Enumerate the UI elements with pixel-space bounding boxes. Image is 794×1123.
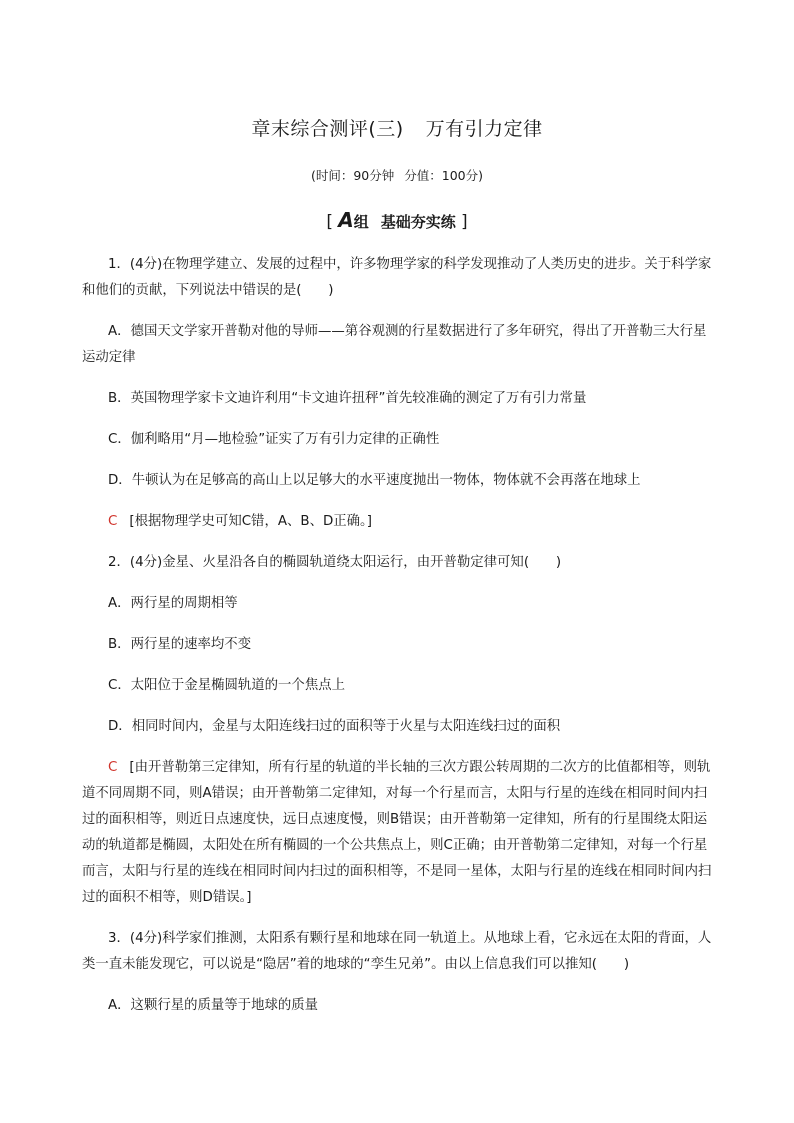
question-option: C．伽利略用“月—地检验”证实了万有引力定律的正确性: [108, 432, 440, 447]
question-option: A．德国天文学家开普勒对他的导师——第谷观测的行星数据进行了多年研究，得出了开普勒三大行星运动定律: [82, 324, 707, 365]
question-stem: 2．(4分)金星、火星沿各自的椭圆轨道绕太阳运行，由开普勒定律可知( ): [108, 555, 562, 570]
section-letter: A: [338, 208, 354, 232]
section-bracket-close: ]: [460, 212, 468, 232]
question-option: D．牛顿认为在足够高的高山上以足够大的水平速度抛出一物体，物体就不会再落在地球上: [108, 473, 641, 488]
answer-key: C: [108, 514, 118, 529]
section-heading: [0, 208, 794, 232]
question-stem: 3．(4分)科学家们推测，太阳系有颗行星和地球在同一轨道上。从地球上看，它永远在太阳的背面，人类一直未能发现它，可以说是“隐居”着的地球的“孪生兄弟”。由以上信息我们可以推知( ): [82, 931, 712, 972]
answer-text: [根据物理学史可知C错，A、B、D正确。]: [129, 514, 372, 529]
exam-score: 分值：100分): [404, 168, 484, 183]
title-sub: 万有引力定律: [425, 118, 543, 140]
question-stem: 1．(4分)在物理学建立、发展的过程中，许多物理学家的科学发现推动了人类历史的进步。关于科学家和他们的贡献，下列说法中错误的是( ): [82, 257, 712, 298]
question-option: B．两行星的速率均不变: [108, 637, 252, 652]
section-bracket-open: [: [326, 212, 333, 232]
question-option: B．英国物理学家卡文迪许利用“卡文迪许扭秤”首先较准确的测定了万有引力常量: [108, 391, 587, 406]
exam-time: (时间：90分钟: [310, 168, 395, 183]
question-option: A．这颗行星的质量等于地球的质量: [108, 998, 319, 1013]
answer-explanation: [82, 509, 718, 535]
section-name: 基础夯实练: [380, 213, 456, 231]
question-option: C．太阳位于金星椭圆轨道的一个焦点上: [108, 678, 345, 693]
title-main: 章末综合测评(三): [251, 118, 404, 140]
answer-text: [由开普勒第三定律知，所有行星的轨道的半长轴的三次方跟公转周期的二次方的比值都相等，则轨道不同周期不同，则A错误；由开普勒第二定律知，对每一个行星而言，太阳与行星的连线在相同时间内扫过的面积相等，则近日点速度快，远日点速度慢，则B错误；由开普勒第一定律知，所有的行星围绕太阳运动的轨道都是椭圆，太阳处在所有椭圆的一个公共焦点上，则C正确；由开普勒第二定律知，对每一个行星而言，太阳与行星的连线在相同时间内扫过的面积相等，不是同一星体，太阳与行星的连线在相同时间内扫过的面积不相等，则D错误。]: [82, 760, 712, 905]
answer-explanation: [82, 755, 718, 911]
page-title: [0, 114, 794, 141]
answer-key: C: [108, 760, 118, 775]
exam-meta: [0, 166, 794, 184]
question-list: [82, 252, 718, 1034]
question-option: D．相同时间内，金星与太阳连线扫过的面积等于火星与太阳连线扫过的面积: [108, 719, 561, 734]
question-option: A．两行星的周期相等: [108, 596, 238, 611]
section-label: 组: [353, 213, 369, 231]
